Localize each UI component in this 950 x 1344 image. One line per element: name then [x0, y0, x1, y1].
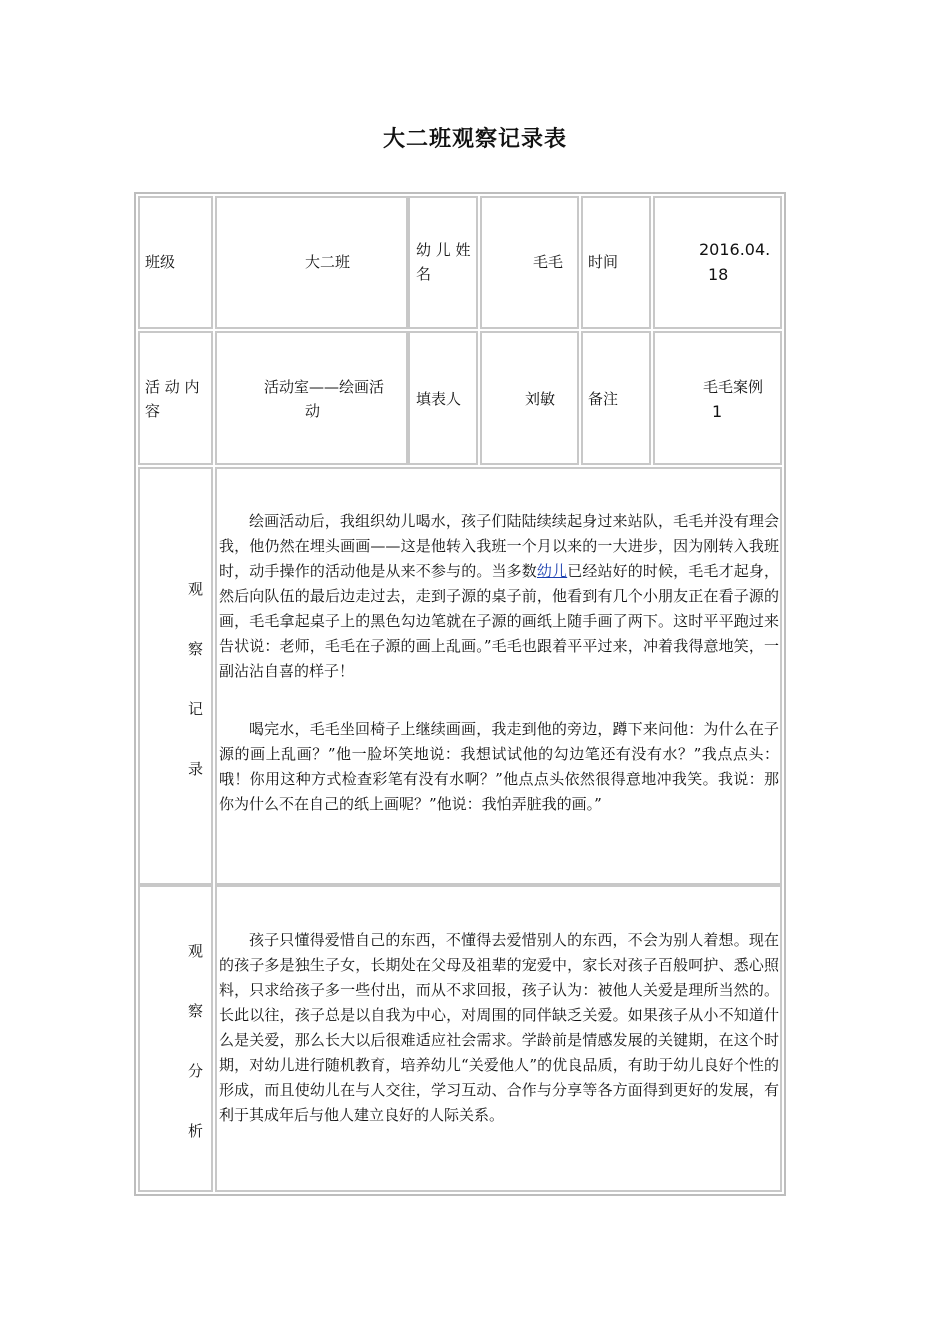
class-label: 班级: [145, 253, 176, 271]
child-name-value-cell: [480, 196, 579, 329]
observation-paragraph-2: 喝完水，毛毛坐回椅子上继续画画，我走到他的旁边，蹲下来问他：为什么在子源的画上乱画？”他一脸坏笑地说：我想试试他的勾边笔还有没有水？”我点点头：哦！你用这种方式检查彩笔有没有水啊？”他点点头依然很得意地冲我笑。我说：那你为什么不在自己的纸上画呢？”他说：我怕弄脏我的画。”: [219, 720, 779, 813]
analysis-label-char: 观: [188, 942, 204, 960]
note-value-line1: 毛毛案例: [703, 378, 764, 396]
observation-label-char: 记: [188, 700, 204, 718]
analysis-label-char: 察: [188, 1002, 204, 1020]
class-label-cell: [138, 196, 213, 329]
observation-label-char: 察: [188, 640, 204, 658]
activity-value-line2: 动: [305, 402, 321, 420]
observation-label-cell: [138, 467, 213, 885]
observation-paragraph-1: [219, 509, 779, 684]
filler-value-cell: [480, 331, 579, 465]
observation-text-b: 已经站好的时候，毛毛才起身，然后向队伍的最后边走过去，走到子源的桌子前，他看到有几个小朋友正在看子源的画，毛毛拿起桌子上的黑色勾边笔就在子源的画纸上随手画了两下。这时平平跑过来告状说：老师，毛毛在子源的画上乱画。”毛毛也跟着平平过来，冲着我得意地笑，一副沾沾自喜的样子！: [219, 562, 779, 680]
time-value-line2: 18: [708, 265, 729, 284]
time-label: 时间: [588, 253, 619, 271]
class-value: 大二班: [305, 253, 351, 271]
note-value-line2: 1: [712, 402, 723, 421]
analysis-label: [188, 939, 203, 1179]
activity-label-cell: [138, 331, 213, 465]
activity-label-line1: 活 动 内: [145, 378, 200, 396]
time-value-cell: [653, 196, 782, 329]
observation-label-char: 录: [188, 760, 204, 778]
child-name-value: 毛毛: [533, 253, 564, 271]
activity-label-line2: 容: [145, 402, 161, 420]
filler-value: 刘敏: [525, 390, 556, 408]
analysis-paragraph: 孩子只懂得爱惜自己的东西，不懂得去爱惜别人的东西，不会为别人着想。现在的孩子多是独生子女，长期处在父母及祖辈的宠爱中，家长对孩子百般呵护、悉心照料，只求给孩子多一些付出，而从不求回报，孩子认为：被他人关爱是理所当然的。长此以往，孩子总是以自我为中心，对周围的同伴缺乏关爱。如果孩子从小不知道什么是关爱，那么长大以后很难适应社会需求。学龄前是情感发展的关键期，在这个时期，对幼儿进行随机教育，培养幼儿“关爱他人”的优良品质，有助于幼儿良好个性的形成，而且使幼儿在与人交往，学习互动、合作与分享等各方面得到更好的发展，有利于其成年后与他人建立良好的人际关系。: [219, 931, 779, 1124]
child-link[interactable]: 幼儿: [536, 562, 568, 580]
child-name-label-line1: 幼 儿 姓: [416, 241, 471, 259]
child-name-label-cell: [408, 196, 478, 329]
filler-label-cell: [408, 331, 478, 465]
note-value-cell: [653, 331, 782, 465]
time-value-line1: 2016.04.: [699, 240, 771, 259]
analysis-label-char: 析: [188, 1122, 204, 1140]
observation-label-char: 观: [188, 580, 204, 598]
child-name-label-line2: 名: [416, 265, 432, 283]
activity-value-line1: 活动室——绘画活: [264, 378, 385, 396]
observation-text-a: 绘画活动后，我组织幼儿喝水，孩子们陆陆续续起身过来站队，毛毛并没有理会我，他仍然在埋头画画——这是他转入我班一个月以来的一大进步，因为刚转入我班时，动手操作的活动他是从来不参与的。当多数: [219, 512, 779, 580]
activity-value-cell: [215, 331, 408, 465]
analysis-label-cell: [138, 885, 213, 1192]
note-label-cell: [581, 331, 651, 465]
page-title: 大二班观察记录表: [382, 126, 567, 152]
observation-label: [188, 577, 203, 817]
analysis-label-char: 分: [188, 1062, 204, 1080]
filler-label: 填表人: [416, 390, 462, 408]
note-label: 备注: [588, 390, 619, 408]
class-value-cell: [215, 196, 408, 329]
time-label-cell: [581, 196, 651, 329]
